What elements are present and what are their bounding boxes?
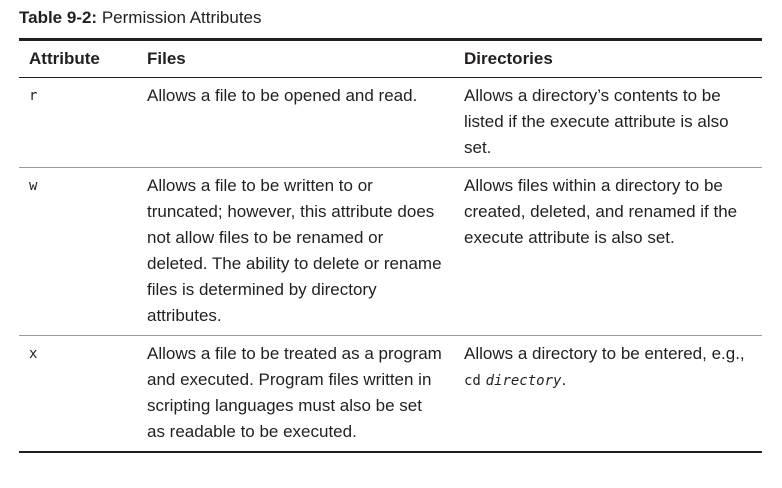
directories-x-suffix: . — [561, 370, 567, 389]
cell-files-r: Allows a file to be opened and read. — [147, 86, 418, 105]
cell-attribute-x: x — [29, 346, 38, 362]
table-row-read — [19, 78, 762, 168]
cell-attribute-r: r — [29, 88, 38, 104]
cell-directories-x — [454, 336, 762, 453]
table-caption-label: Table 9-2: — [19, 8, 98, 27]
cell-attribute-w: w — [29, 178, 38, 194]
directories-x-prefix: Allows a directory to be entered, e.g., — [464, 344, 745, 363]
table-caption-title: Permission Attributes — [101, 8, 262, 27]
cell-files-x: Allows a file to be treated as a program and executed. Program files written in scripting languages must also be set as readable to be executed. — [147, 344, 442, 441]
cell-directories-w: Allows files within a directory to be created, deleted, and renamed if the execute attribute is also set. — [464, 176, 738, 247]
table-header-row — [19, 40, 762, 78]
cd-command: cd — [464, 373, 481, 389]
table-row-execute — [19, 336, 762, 453]
cell-directories-r: Allows a directory’s contents to be listed if the execute attribute is also set. — [464, 86, 729, 157]
table-caption — [19, 7, 262, 29]
header-attribute: Attribute — [29, 49, 100, 68]
header-directories: Directories — [464, 49, 553, 68]
permission-attributes-table — [19, 38, 762, 453]
header-files: Files — [147, 49, 186, 68]
cell-files-w: Allows a file to be written to or truncated; however, this attribute does not allow files to be renamed or deleted. The ability to delete or rename files is determined by directory attributes. — [147, 176, 442, 325]
directory-argument: directory — [485, 373, 562, 389]
table-row-write — [19, 168, 762, 336]
